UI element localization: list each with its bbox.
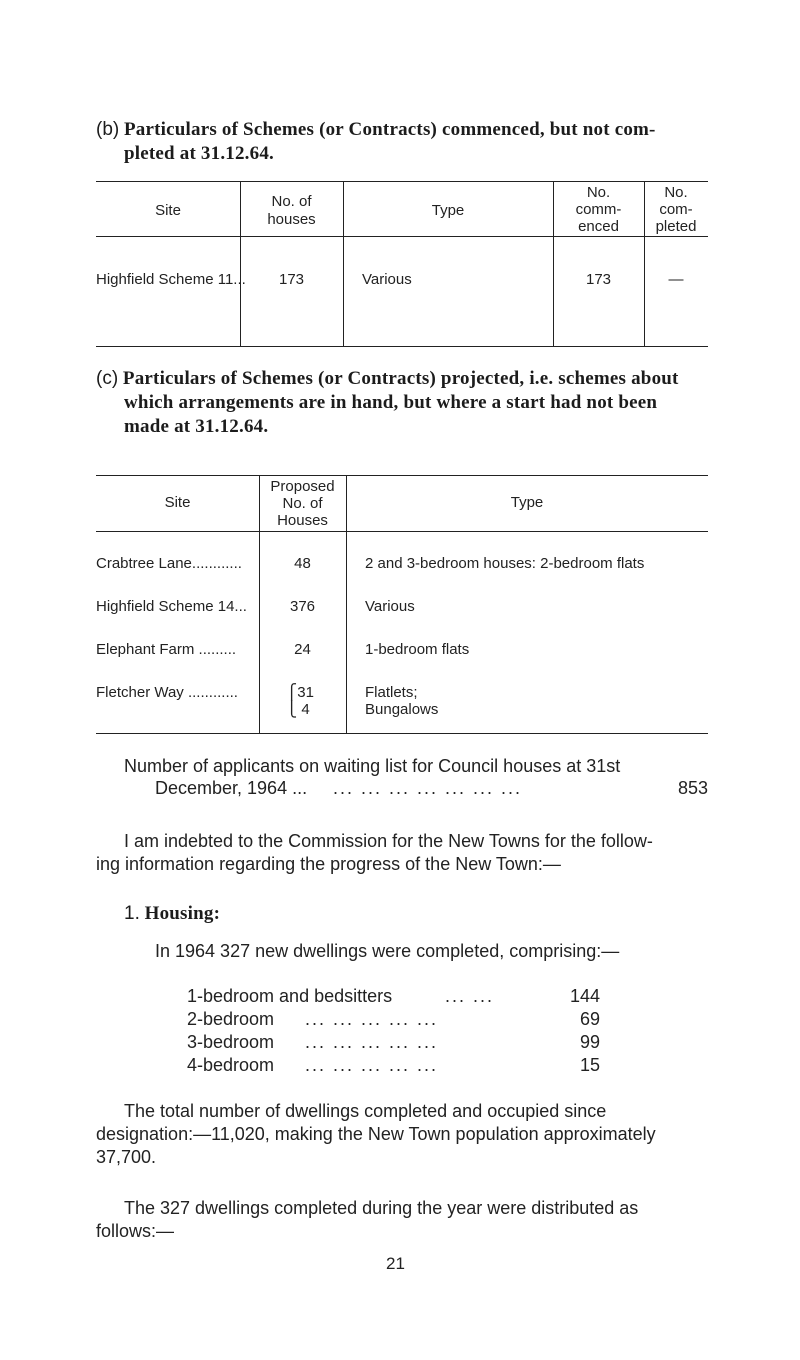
table-b-header-completed-1: No.: [664, 184, 688, 201]
table-b-header-site: Site: [155, 202, 181, 219]
housing-item-value: 15: [579, 1055, 600, 1075]
table-c-cell-site: Crabtree Lane............: [96, 555, 242, 572]
table-c-bottom-rule: [96, 733, 708, 734]
table-c-cell-type-2: Bungalows: [365, 701, 439, 718]
table-b-cell-site: Highfield Scheme 11...: [96, 271, 246, 288]
section-b-heading-cont: [124, 142, 274, 166]
table-c-cell-type-1: Flatlets;: [365, 684, 418, 701]
housing-item-label: 1-bedroom and bedsitters: [187, 986, 393, 1006]
housing-item-value: 99: [579, 1032, 600, 1052]
waiting-list-value: 853: [677, 778, 708, 798]
table-c-header-proposed-3: Houses: [277, 512, 328, 529]
distributed-line-2: follows:—: [96, 1221, 175, 1241]
housing-item-dots: ... ... ... ... ...: [305, 1009, 439, 1029]
table-c-cell-type: Various: [365, 598, 415, 615]
table-b-header-type: Type: [431, 202, 465, 219]
table-c-header-type: Type: [510, 494, 544, 511]
section-c-title-1: Particulars of Schemes (or Contracts) projected, i.e. schemes about: [122, 368, 679, 389]
table-b-cell-completed: —: [668, 271, 684, 288]
table-c-col-divider: [346, 475, 347, 733]
indebted-line-2: ing information regarding the progress of the New Town:—: [96, 854, 561, 874]
table-c-header-site: Site: [164, 494, 191, 511]
total-line-2: designation:—11,020, making the New Town population approximately: [96, 1124, 656, 1144]
section-b-heading: [96, 118, 656, 142]
table-c-header-proposed-1: Proposed: [270, 478, 335, 495]
table-b-header-houses-2: houses: [267, 211, 316, 228]
table-b-header-completed-3: pleted: [655, 218, 697, 235]
waiting-list-leader-dots: ... ... ... ... ... ... ...: [333, 778, 523, 798]
section-c-heading-cont: [124, 415, 268, 439]
housing-item-label: 4-bedroom: [187, 1055, 275, 1075]
table-b-header-rule: [96, 236, 708, 237]
table-b-cell-type: Various: [362, 271, 412, 288]
table-c-cell-type: 2 and 3-bedroom houses: 2-bedroom flats: [365, 555, 645, 572]
table-b-header-commenced-2: comm-: [575, 201, 622, 218]
table-c-header-rule: [96, 531, 708, 532]
total-line-3: 37,700.: [96, 1147, 157, 1167]
housing-item-label: 3-bedroom: [187, 1032, 275, 1052]
section-c-heading-cont: [124, 391, 657, 415]
waiting-list-line-1: Number of applicants on waiting list for Council houses at 31st: [124, 756, 621, 776]
table-b-header-commenced-1: No.: [586, 184, 611, 201]
housing-intro: In 1964 327 new dwellings were completed, comprising:—: [155, 941, 620, 961]
section-c-title-3: made at 31.12.64.: [124, 416, 269, 437]
table-b-header-commenced-3: enced: [578, 218, 619, 235]
section-b-title-1: Particulars of Schemes (or Contracts) commenced, but not com-: [123, 119, 656, 140]
total-line-1: The total number of dwellings completed and occupied since: [124, 1101, 607, 1121]
table-c-cell-houses-1: ⎧31: [286, 684, 314, 701]
table-b-cell-houses: 173: [278, 271, 305, 288]
housing-item-dots: ... ... ... ... ...: [305, 1032, 439, 1052]
table-c-cell-site: Elephant Farm .........: [96, 641, 237, 658]
section-c-heading: [96, 367, 679, 391]
table-b-top-rule: [96, 181, 708, 182]
indebted-line-1: I am indebted to the Commission for the New Towns for the follow-: [124, 831, 653, 851]
table-b-cell-commenced: 173: [585, 271, 612, 288]
housing-label: 1.: [124, 903, 140, 924]
table-c-cell-houses: 48: [294, 555, 311, 572]
housing-item-dots: ... ... ... ... ...: [305, 1055, 439, 1075]
table-c-cell-type: 1-bedroom flats: [365, 641, 470, 658]
section-c-label: (c): [96, 368, 119, 389]
waiting-list-line-2: December, 1964 ...: [155, 778, 308, 798]
table-b-bottom-rule: [96, 346, 708, 347]
section-b-title-2: pleted at 31.12.64.: [124, 143, 274, 164]
housing-item-value: 69: [579, 1009, 600, 1029]
table-c-cell-houses: 376: [289, 598, 316, 615]
table-c-cell-houses-2: ⎩ 4: [286, 701, 310, 718]
distributed-line-1: The 327 dwellings completed during the year were distributed as: [124, 1198, 639, 1218]
page-number: 21: [386, 1254, 405, 1273]
table-c-cell-site: Highfield Scheme 14...: [96, 598, 247, 615]
housing-heading: [124, 902, 220, 926]
housing-title: Housing:: [144, 903, 221, 924]
housing-item-label: 2-bedroom: [187, 1009, 275, 1029]
housing-item-value: 144: [569, 986, 600, 1006]
section-c-title-2: which arrangements are in hand, but where a start had not been: [124, 392, 658, 413]
table-c-cell-site: Fletcher Way ............: [96, 684, 238, 701]
table-b-header-completed-2: com-: [659, 201, 693, 218]
section-b-label: (b): [96, 119, 120, 140]
housing-item-dots: ... ...: [445, 986, 495, 1006]
table-c-cell-houses: 24: [294, 641, 311, 658]
table-c-top-rule: [96, 475, 708, 476]
table-b-header-houses-1: No. of: [271, 193, 312, 210]
table-c-header-proposed-2: No. of: [282, 495, 323, 512]
